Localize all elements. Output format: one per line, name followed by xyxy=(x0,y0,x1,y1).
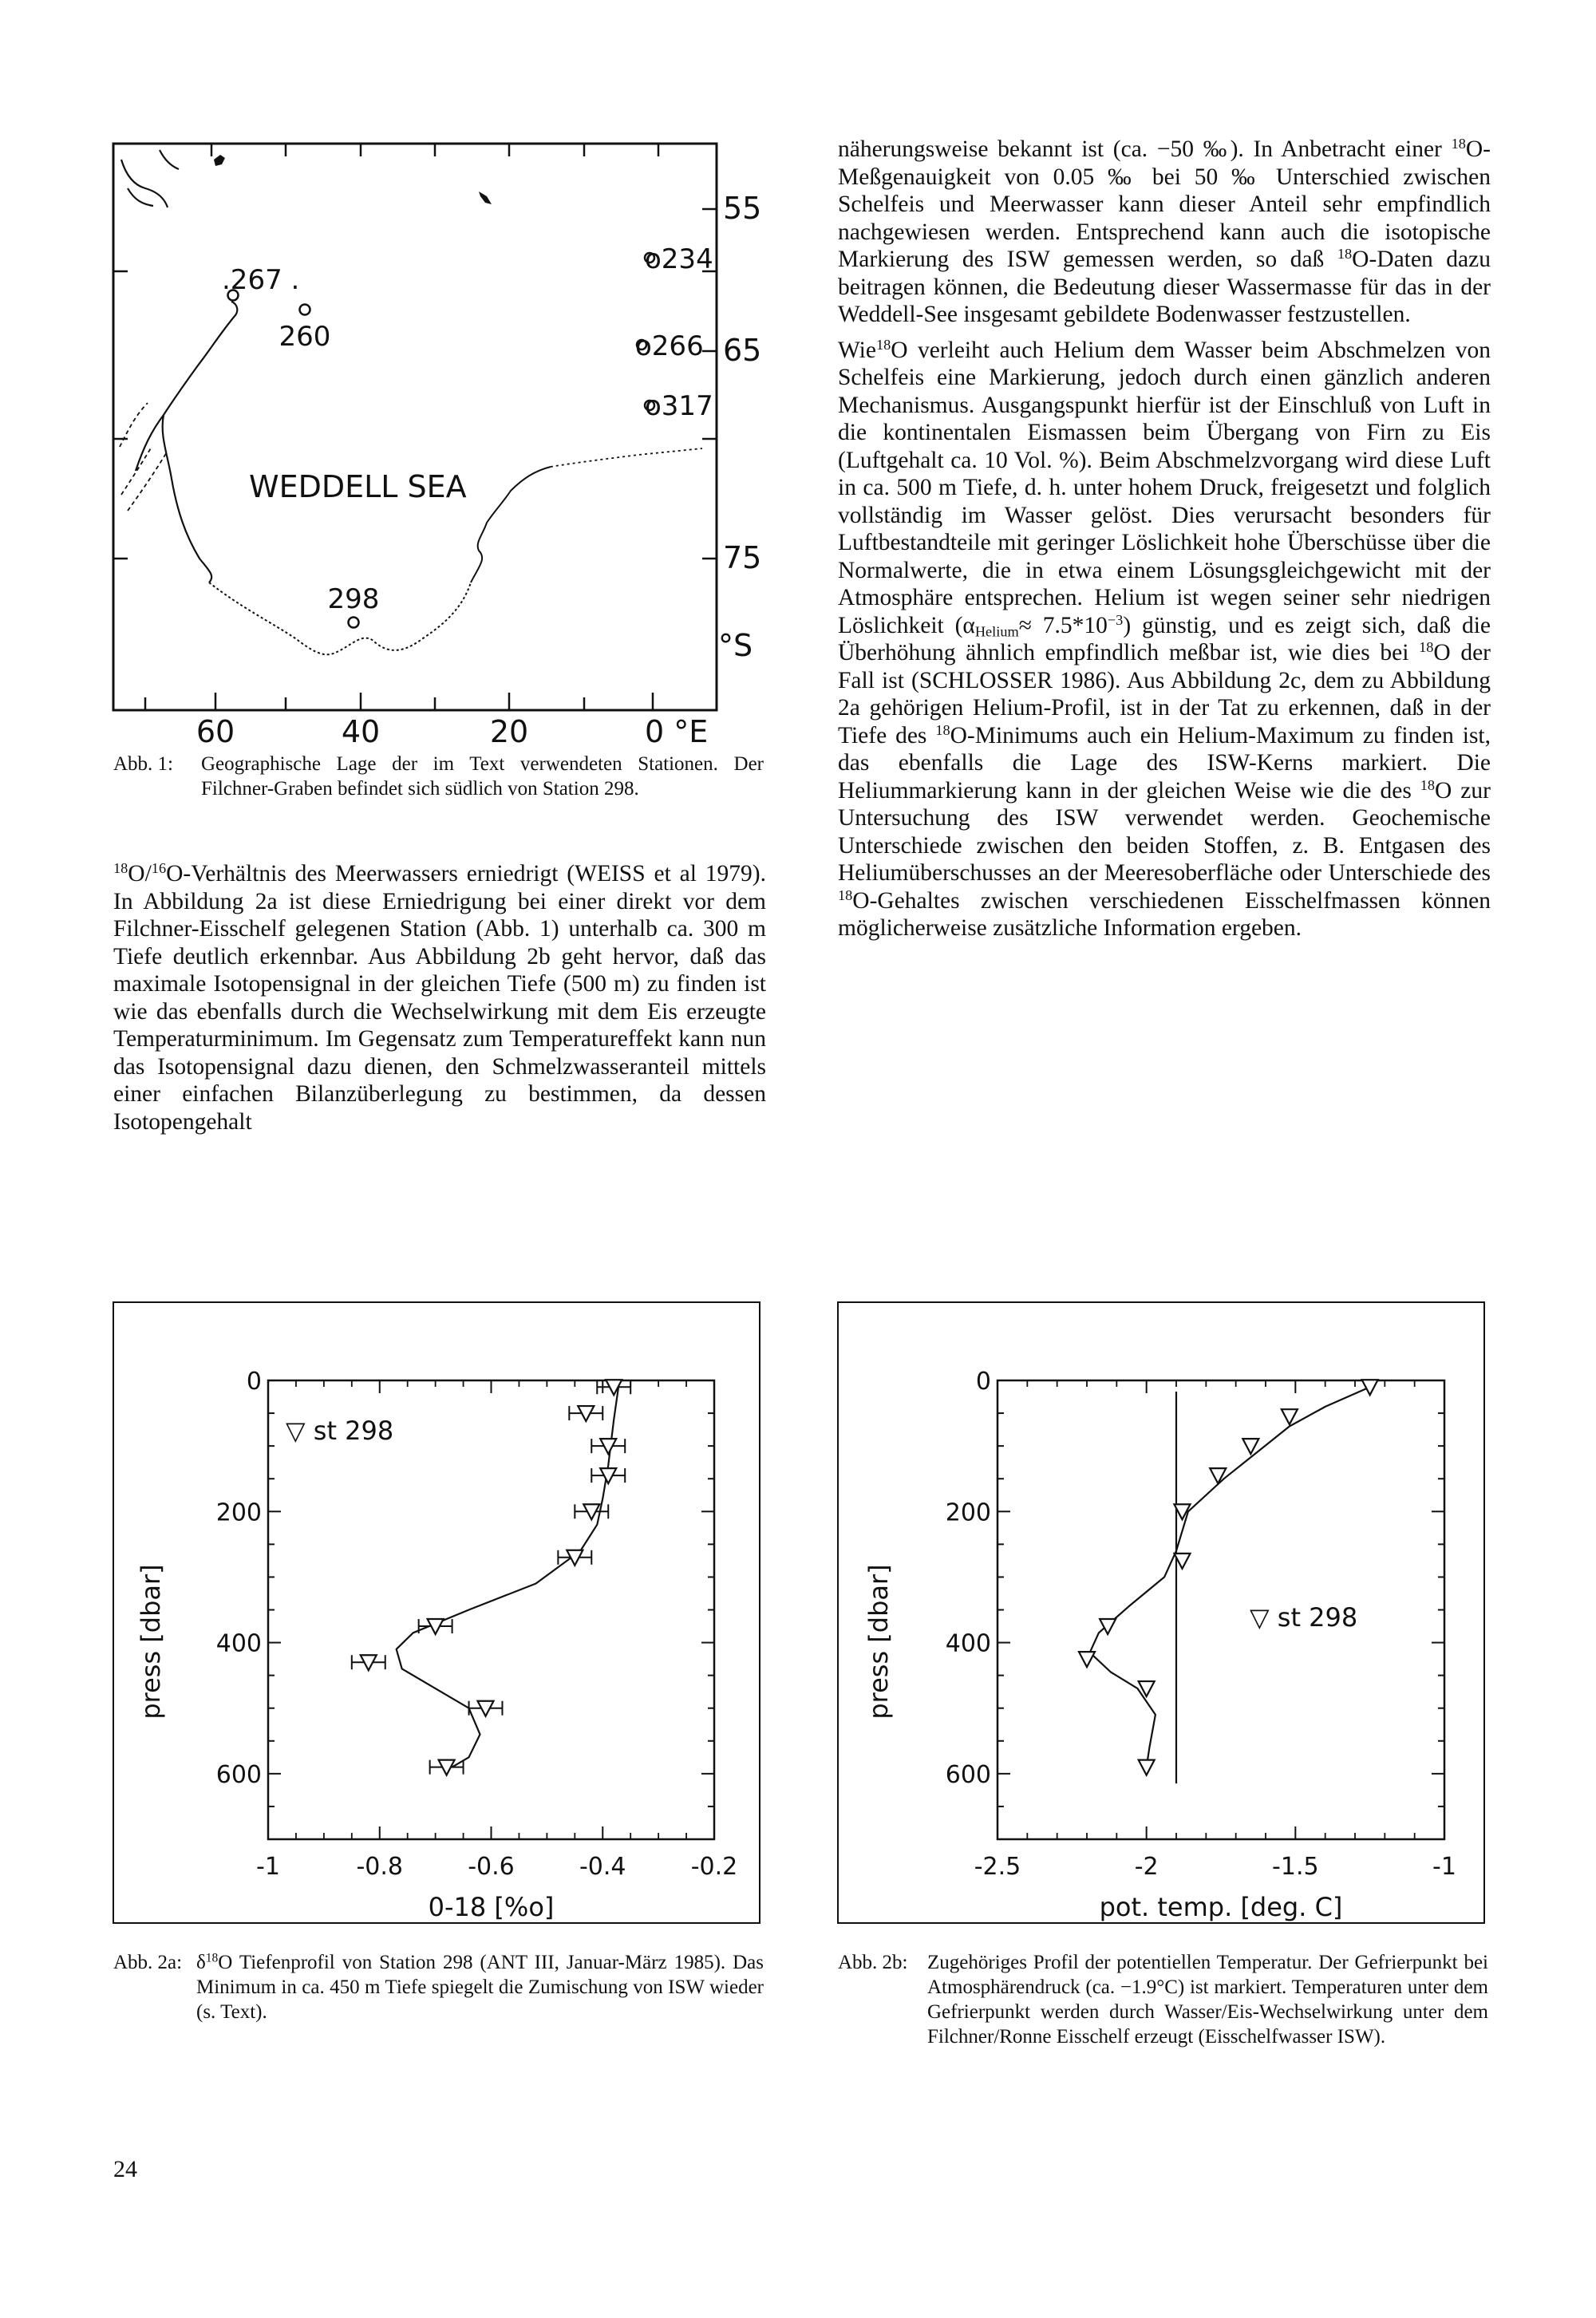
sup-18: 18 xyxy=(838,887,853,903)
x-axis-label: pot. temp. [deg. C] xyxy=(1099,1892,1343,1922)
text-run: O Tiefenprofil von Station 298 (ANT III, Januar-März 1985). Das Minimum in ca. 450 m Tiefe spiegelt die Zumischung von ISW wieder (s. Text). xyxy=(196,1952,764,2023)
data-point-triangle xyxy=(1242,1439,1258,1454)
y-tick-label: 600 xyxy=(945,1760,991,1789)
x-tick-label: -1 xyxy=(1432,1853,1456,1881)
x-axis-label: 0-18 [%o] xyxy=(428,1892,555,1922)
sup-exponent: −3 xyxy=(1107,611,1124,628)
weddell-sea-label: WEDDELL SEA xyxy=(249,469,467,504)
figure-2b-caption xyxy=(838,1950,1488,2054)
lon-label-40: 40 xyxy=(341,714,381,749)
data-point-triangle xyxy=(1079,1652,1095,1667)
y-tick-label: 400 xyxy=(215,1629,262,1658)
o-symbol: O xyxy=(128,861,145,887)
station-label-317: o317 xyxy=(645,390,713,422)
legend-label: ▽ st 298 xyxy=(286,1415,394,1446)
sup-18: 18 xyxy=(1419,638,1434,655)
data-point-triangle xyxy=(1210,1468,1226,1483)
y-tick-label: 0 xyxy=(246,1368,262,1396)
y-tick-label: 0 xyxy=(975,1368,991,1396)
page-number: 24 xyxy=(113,2156,137,2182)
lat-label-55: 55 xyxy=(723,191,762,226)
y-tick-label: 200 xyxy=(215,1499,262,1527)
lon-label-0E: 0 °E xyxy=(645,714,709,749)
legend-label: ▽ st 298 xyxy=(1250,1602,1358,1633)
figure-2b-caption-label: Abb. 2b: xyxy=(838,1952,908,1973)
text-run: O der Fall ist (SCHLOSSER 1986). Aus Abbildung 2c, dem zu Abbildung 2a gehörigen Helium-Profil, ist in der Tat zu erkennen, daß in der Tiefe des xyxy=(838,640,1491,748)
text-run: / xyxy=(144,861,152,887)
x-tick-label: -0.2 xyxy=(690,1853,738,1881)
y-tick-label: 200 xyxy=(945,1499,991,1527)
x-tick-label: -1 xyxy=(256,1853,280,1881)
text-run: O-Daten dazu beitragen können, die Bedeutung dieser Wassermasse für das in der Weddell-See insgesamt gebildete Bodenwasser festzustellen. xyxy=(838,247,1491,327)
lat-unit-label: °S xyxy=(718,628,753,663)
lon-label-20: 20 xyxy=(489,714,529,749)
y-tick-label: 600 xyxy=(215,1760,262,1789)
figure-1-caption-label: Abb. 1: xyxy=(113,753,173,775)
x-tick-label: -0.6 xyxy=(468,1853,515,1881)
lon-label-60: 60 xyxy=(196,714,235,749)
sup-18: 18 xyxy=(1420,776,1436,793)
sup-18: 18 xyxy=(205,1951,219,1965)
figure-2a-caption xyxy=(113,1950,764,2030)
text-run: ) günstig, und es zeigt sich, daß die Überhöhung ähnlich empfindlich meßbar ist, wie dies bei xyxy=(838,612,1491,665)
sup-18: 18 xyxy=(113,859,128,876)
data-point-triangle xyxy=(1362,1380,1378,1395)
figure-2a-caption-text xyxy=(196,1950,764,2024)
x-tick-label: -0.4 xyxy=(579,1853,626,1881)
data-point-triangle xyxy=(1282,1409,1298,1424)
y-axis-label: press [dbar] xyxy=(136,1564,166,1720)
station-label-234: o234 xyxy=(645,243,713,275)
text-run: Wie xyxy=(838,337,876,363)
sup-18: 18 xyxy=(1451,135,1466,152)
plot-frame xyxy=(998,1380,1444,1839)
figure-2b-caption-text: Zugehöriges Profil der potentiellen Temperatur. Der Gefrierpunkt bei Atmosphärendruck (ca. −1.9°C) ist markiert. Temperaturen unter dem Gefrierpunkt werden durch Wasser/Eis-Wechselwirkung unter dem Filchner/Ronne Eisschelf erzeugt (Eisschelfwasser ISW). xyxy=(927,1952,1488,2048)
x-tick-label: -2 xyxy=(1134,1853,1159,1881)
station-label-298: 298 xyxy=(327,583,380,615)
x-tick-label: -0.8 xyxy=(356,1853,404,1881)
lat-label-65: 65 xyxy=(723,333,762,368)
x-tick-label: -1.5 xyxy=(1272,1853,1319,1881)
text-run: O-Verhältnis des Meerwassers erniedrigt (WEISS et al 1979). In Abbildung 2a ist diese Erniedrigung bei einer direkt vor dem Filchner-Eisschelf gelegenen Station (Abb. 1) unterhalb ca. 300 m Tiefe deutlich erkennbar. Aus Abbildung 2b geht hervor, daß das maximale Isotopensignal in der gleichen Tiefe (500 m) zu finden ist wie das ebenfalls durch die Wechselwirkung mit dem Eis erzeugte Temperaturminimum. Im Gegensatz zum Temperatureffekt kann nun das Isotopensignal dazu dienen, den Schmelzwasseranteil mittels einer einfachen Bilanzüberlegung zu bestimmen, da dessen Isotopengehalt xyxy=(113,861,766,1135)
y-tick-label: 400 xyxy=(945,1629,991,1658)
station-label-260: 260 xyxy=(279,321,331,353)
sup-18: 18 xyxy=(1337,245,1353,262)
text-run: O-Minimums auch ein Helium-Maximum zu finden ist, das ebenfalls die Lage des ISW-Kerns markiert. Die Heliummarkierung kann in der gleichen Weise wie die des xyxy=(838,722,1491,804)
lat-label-75: 75 xyxy=(723,540,762,575)
figure-1-caption-text: Geographische Lage der im Text verwendeten Stationen. Der Filchner-Graben befindet sich südlich von Station 298. xyxy=(201,753,764,800)
sup-16: 16 xyxy=(151,859,167,876)
text-run: ≈ 7.5*10 xyxy=(1018,612,1108,638)
text-run: O- Meßgenauigkeit von 0.05 ‰ bei 50 ‰ Unterschied zwischen Schelfeis und Meerwasser kann dieser Anteil sehr empfindlich nachgewiesen werden. Entsprechend kann auch die isotopische Markierung des ISW gemessen werden, so daß xyxy=(838,136,1491,272)
text-run: O verleiht auch Helium dem Wasser beim Abschmelzen von Schelfeis eine Markierung, jedoch durch einen gänzlich anderen Mechanismus. Ausgangspunkt hierfür ist der Einschluß von Luft in die kontinentalen Eismassen beim Übergang von Firn zu Eis (Luftgehalt ca. 10 Vol. %). Beim Abschmelzvorgang wird diese Luft in ca. 500 m Tiefe, d. h. unter hohem Druck, freigesetzt und folglich vollständig im Wasser gelöst. Dies verursacht besonders für Luftbestandteile mit geringer Löslichkeit hohe Überschüsse über die Normalwerte, die in etwa einem Lösungsgleichgewicht mit der Atmosphäre entsprechen. Helium ist wegen seiner sehr niedrigen Löslichkeit (α xyxy=(838,337,1491,638)
text-run: näherungsweise bekannt ist (ca. −50 ‰). In Anbetracht einer xyxy=(838,136,1452,162)
text-run: O zur Untersuchung des ISW verwendet werden. Geochemische Unterschiede zwischen den beiden Stoffen, z. B. Entgasen des Heliumüberschusses an der Meeresoberfläche oder Unterschiede des xyxy=(838,777,1491,886)
y-axis-label: press [dbar] xyxy=(863,1564,894,1720)
station-label-267: .267 . xyxy=(222,264,300,296)
station-label-266: o266 xyxy=(635,330,704,362)
sup-18: 18 xyxy=(935,721,950,738)
data-point-triangle xyxy=(1139,1760,1155,1775)
text-run: δ xyxy=(196,1952,206,1973)
sup-18: 18 xyxy=(875,336,891,353)
profile-curve xyxy=(1090,1387,1370,1767)
sub-helium: Helium xyxy=(974,623,1019,640)
figure-2a-caption-label: Abb. 2a: xyxy=(113,1952,183,1973)
data-point-triangle xyxy=(1100,1619,1116,1634)
x-tick-label: -2.5 xyxy=(974,1853,1021,1881)
text-run: O-Gehaltes zwischen verschiedenen Eisschelfmassen können möglicherweise zusätzliche Information ergeben. xyxy=(838,887,1491,941)
